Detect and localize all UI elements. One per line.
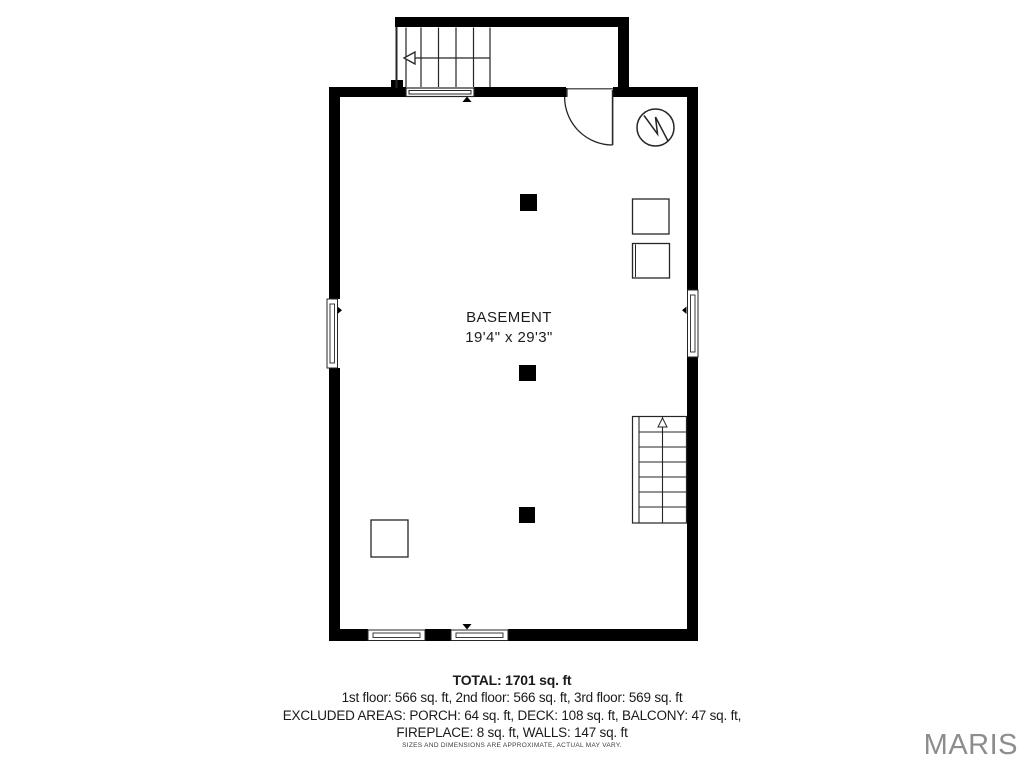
door-swing-arc [565,97,613,145]
exterior-walls [329,87,698,641]
floor-areas-text: 1st floor: 566 sq. ft, 2nd floor: 566 sq. ft, 3rd floor: 569 sq. ft [341,690,683,706]
maris-watermark: MARIS [923,729,1018,761]
stair-threshold-outer [406,88,474,97]
right-window-marker-icon [682,307,687,315]
wall-bottom-middle-segment [425,629,451,641]
bumpout-right-wall [618,17,629,97]
fixture-box [371,520,408,557]
threshold-marker-icon [463,97,472,103]
excluded-areas-text-line2: FIREPLACE: 8 sq. ft, WALLS: 147 sq. ft [396,724,628,740]
entry-door [565,88,613,145]
wall-top-middle-segment [474,87,566,97]
support-post-top [520,194,537,211]
wall-bottom-right-segment [508,629,698,641]
utility-zigzag-icon [644,116,668,142]
right-window-frame [688,290,699,357]
room-dimensions: 19'4" x 29'3" [465,329,553,346]
room-name: BASEMENT [466,309,552,326]
wall-left-upper-segment [329,87,340,299]
appliance-box-1 [633,199,670,234]
lower-staircase [633,417,687,524]
appliances [633,199,670,278]
bumpout-top-wall [395,17,629,27]
excluded-areas-text-line1: EXCLUDED AREAS: PORCH: 64 sq. ft, DECK: 108 sq. ft, BALCONY: 47 sq. ft, [282,707,742,723]
wall-left-lower-segment [329,368,340,641]
upper-staircase-treads [406,28,490,88]
support-posts [519,194,537,523]
left-window-marker-icon [338,307,343,315]
bottom-window-1-frame [368,630,425,641]
room-label [389,308,629,348]
disclaimer-text: SIZES AND DIMENSIONS ARE APPROXIMATE, ACTUAL MAY VARY. [402,742,622,749]
support-post-middle [519,365,536,381]
total-area-text: TOTAL: 1701 sq. ft [452,672,572,688]
area-summary [0,672,1024,741]
support-post-bottom [519,507,535,523]
wall-right-lower-segment [687,357,698,641]
utility-symbol [637,109,674,146]
wall-right-upper-segment [687,87,698,290]
appliance-box-2 [633,244,670,279]
bottom-wall-marker-icon [463,624,472,630]
bottom-window-2-frame [451,630,508,641]
left-window-frame [327,299,338,368]
